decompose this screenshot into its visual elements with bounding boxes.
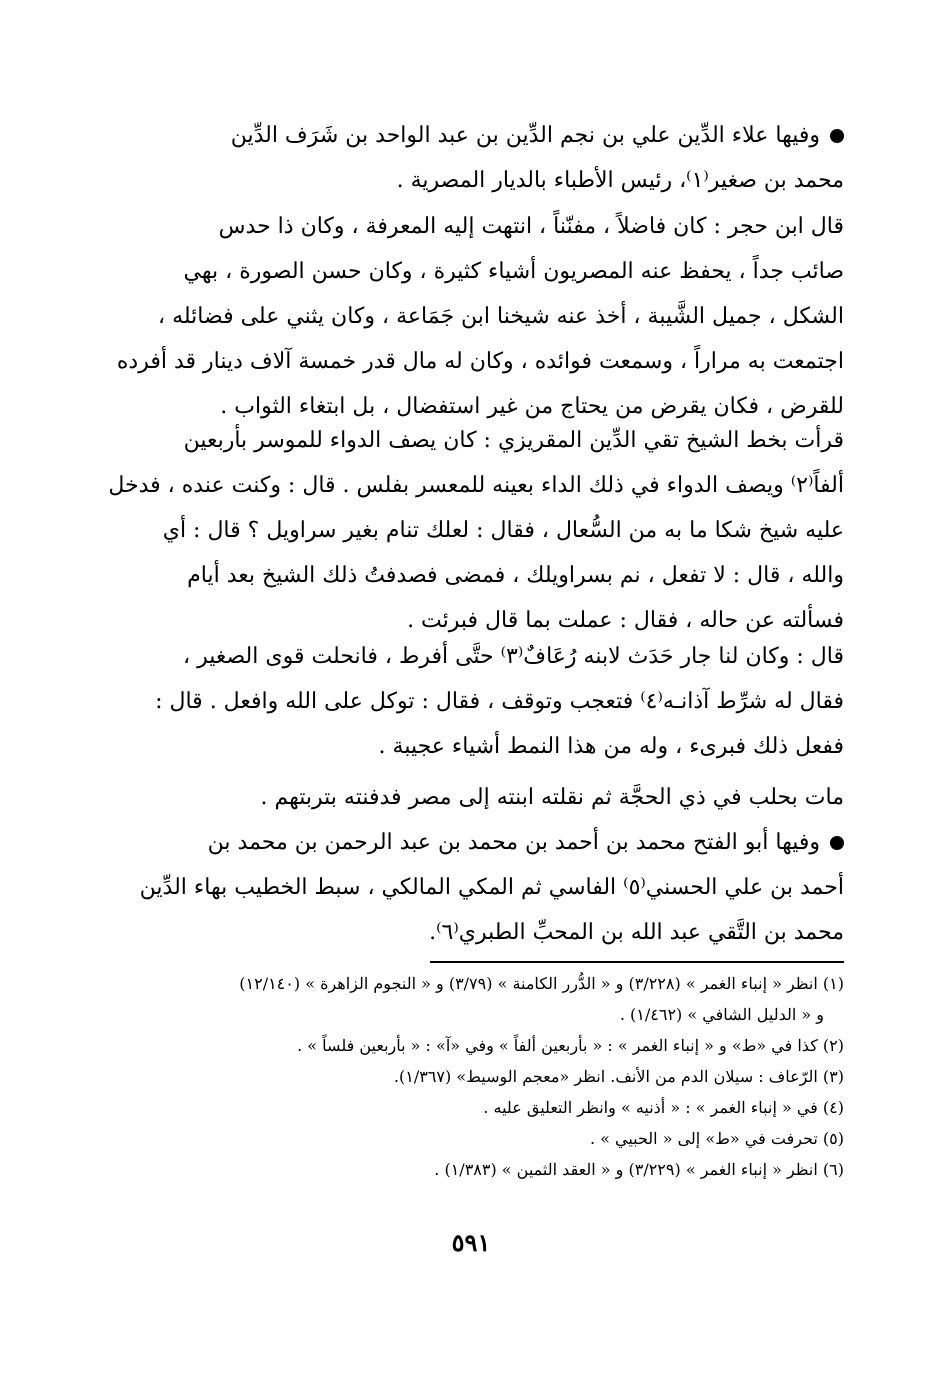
- bullet-icon: [830, 836, 844, 850]
- text-line: ففعل ذلك فبرىء ، وله من هذا النمط أشياء عجيبة .: [378, 734, 844, 759]
- text-line: قال : وكان لنا جار حَدَث لابنه رُعَافٌ⁽٣⁾ حتَّى أفرط ، فانحلت قوى الصغير ،: [182, 644, 844, 669]
- text-line: للقرض ، فكان يقرض من يحتاج من غير استفضال ، بل ابتغاء الثواب .: [220, 394, 844, 419]
- paragraph-6: [100, 820, 844, 955]
- text-line: عليه شيخ شكا ما به من السُّعال ، فقال : لعلك تنام بغير سراويل ؟ قال : أي: [162, 518, 844, 543]
- text-line: والله ، قال : لا تفعل ، نم بسراويلك ، فمضى فصدفتُ ذلك الشيخ بعد أيام: [187, 563, 844, 588]
- text-line: محمد بن التَّقي عبد الله بن المحبِّ الطبري⁽٦⁾.: [429, 920, 844, 945]
- paragraph-1: [100, 113, 844, 203]
- text-line: فسألته عن حاله ، فقال : عملت بما قال فبرئت .: [407, 608, 844, 633]
- text-line: قرأت بخط الشيخ تقي الدِّين المقريزي : كان يصف الدواء للموسر بأربعين: [183, 428, 844, 453]
- footnote: (٦) انظر « إنباء الغمر » (٣/٢٢٩) و « العقد الثمين » (١/٣٨٣) .: [434, 1160, 844, 1179]
- text-line: صائب جداً ، يحفظ عنه المصريون أشياء كثيرة ، وكان حسن الصورة ، بهي: [183, 259, 844, 284]
- text-line: قال ابن حجر : كان فاضلاً ، مفنّناً ، انتهت إليه المعرفة ، وكان ذا حدس: [218, 214, 844, 239]
- text-line: وفيها علاء الدِّين علي بن نجم الدِّين بن عبد الواحد بن شَرَف الدِّين: [100, 113, 844, 158]
- footnote-separator: [430, 961, 844, 963]
- footnote: (٥) تحرفت في «ط» إلى « الحبيي » .: [589, 1129, 844, 1148]
- text-line: فقال له شرِّط آذانـه⁽٤⁾ فتعجب وتوقف ، فقال : توكل على الله وافعل . قال :: [155, 689, 844, 714]
- paragraph-2: [100, 204, 844, 429]
- text-line: الشكل ، جميل الشَّيبة ، أخذ عنه شيخنا ابن جَمَاعة ، وكان يثني على فضائله ،: [158, 304, 844, 329]
- text-line: مات بحلب في ذي الحجَّة ثم نقلته ابنته إلى مصر فدفنته بتربتهم .: [260, 785, 844, 810]
- page-number: ٥٩١: [451, 1228, 491, 1257]
- text-line: اجتمعت به مراراً ، وسمعت فوائده ، وكان له مال قدر خمسة آلاف دينار قد أفرده: [116, 349, 844, 374]
- text-line: وفيها أبو الفتح محمد بن أحمد بن محمد بن عبد الرحمن بن محمد بن: [100, 820, 844, 865]
- paragraph-4: [100, 634, 844, 769]
- bullet-icon: [830, 129, 844, 143]
- footnote: و « الدليل الشافي » (١/٤٦٢) .: [619, 1005, 824, 1024]
- footnotes: [100, 968, 844, 1185]
- text-line: أحمد بن علي الحسني⁽٥⁾ الفاسي ثم المكي المالكي ، سبط الخطيب بهاء الدِّين: [139, 875, 844, 900]
- footnote: (٣) الرّعاف : سيلان الدم من الأنف. انظر «معجم الوسيط» (١/٣٦٧).: [393, 1067, 844, 1086]
- footnote: (٤) في « إنباء الغمر » : « أذنيه » وانظر التعليق عليه .: [483, 1098, 844, 1117]
- footnote: (٢) كذا في «ط» و « إنباء الغمر » : « بأربعين ألفاً » وفي «آ» : « بأربعين فلساً » .: [297, 1036, 844, 1055]
- text-line: ألفاً⁽٢⁾ ويصف الدواء في ذلك الداء بعينه للمعسر بفلس . قال : وكنت عنده ، فدخل: [108, 473, 844, 498]
- text-line: محمد بن صغير⁽١⁾، رئيس الأطباء بالديار المصرية .: [396, 168, 844, 193]
- paragraph-5: [100, 775, 844, 820]
- footnote: (١) انظر « إنباء الغمر » (٣/٢٢٨) و « الدُّرر الكامنة » (٣/٧٩) و « النجوم الزاهرة » (١٢/١٤٠): [239, 974, 844, 993]
- paragraph-3: [100, 418, 844, 643]
